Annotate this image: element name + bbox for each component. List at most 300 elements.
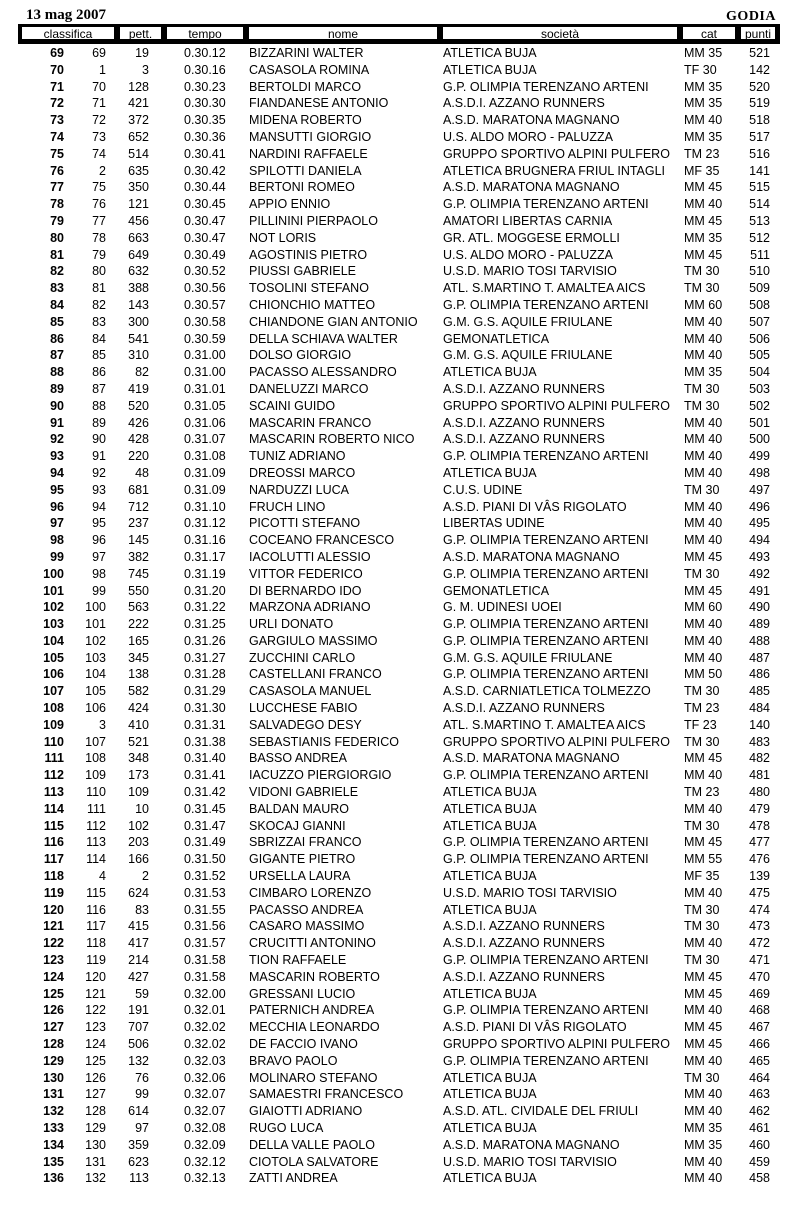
cell-classifica-overall: 83 xyxy=(50,281,64,296)
cell-nome: CASASOLA ROMINA xyxy=(249,62,370,77)
table-row xyxy=(0,952,795,969)
cell-categoria: MM 35 xyxy=(684,129,723,144)
table-row xyxy=(0,666,795,683)
table-row xyxy=(0,62,795,79)
cell-nome: MASCARIN FRANCO xyxy=(249,415,372,430)
table-row xyxy=(0,532,795,549)
cell-classifica-category: 1 xyxy=(99,62,106,77)
cell-societa: G.P. OLIMPIA TERENZANO ARTENI xyxy=(443,449,649,464)
cell-categoria: MF 35 xyxy=(684,163,720,178)
table-row xyxy=(0,935,795,952)
cell-punti: 462 xyxy=(749,1104,770,1119)
cell-tempo: 0.32.07 xyxy=(184,1087,226,1102)
cell-classifica-overall: 92 xyxy=(50,432,64,447)
cell-classifica-overall: 80 xyxy=(50,230,64,245)
table-row xyxy=(0,196,795,213)
table-row xyxy=(0,499,795,516)
cell-categoria: MM 55 xyxy=(684,852,723,867)
cell-societa: GEMONATLETICA xyxy=(443,331,550,346)
cell-punti: 477 xyxy=(749,835,770,850)
cell-categoria: MM 40 xyxy=(684,936,723,951)
cell-punti: 467 xyxy=(749,1020,770,1035)
cell-societa: G.P. OLIMPIA TERENZANO ARTENI xyxy=(443,617,649,632)
cell-categoria: MM 40 xyxy=(684,197,723,212)
cell-classifica-category: 109 xyxy=(85,768,106,783)
cell-tempo: 0.32.08 xyxy=(184,1121,226,1135)
cell-categoria: TM 30 xyxy=(684,734,720,749)
cell-classifica-category: 106 xyxy=(85,701,106,716)
cell-punti: 469 xyxy=(749,986,770,1001)
cell-classifica-overall: 113 xyxy=(43,785,64,800)
table-row xyxy=(0,750,795,767)
cell-categoria: TM 30 xyxy=(684,919,720,934)
cell-categoria: MM 40 xyxy=(684,314,723,329)
cell-categoria: MM 40 xyxy=(684,331,723,346)
cell-societa: A.S.D. MARATONA MAGNANO xyxy=(443,549,620,564)
cell-classifica-overall: 93 xyxy=(50,449,64,464)
cell-classifica-overall: 101 xyxy=(43,583,64,598)
cell-tempo: 0.32.09 xyxy=(184,1137,226,1152)
cell-societa: A.S.D. MARATONA MAGNANO xyxy=(443,180,620,195)
cell-categoria: MM 40 xyxy=(684,801,723,816)
cell-tempo: 0.30.47 xyxy=(184,213,226,228)
cell-tempo: 0.32.02 xyxy=(184,1020,226,1035)
cell-pettorale: 520 xyxy=(128,398,149,413)
table-header xyxy=(18,24,780,44)
cell-tempo: 0.31.53 xyxy=(184,885,226,900)
cell-tempo: 0.31.16 xyxy=(184,533,226,548)
cell-pettorale: 59 xyxy=(135,986,149,1001)
cell-pettorale: 19 xyxy=(135,46,149,60)
cell-nome: PIUSSI GABRIELE xyxy=(249,264,356,279)
cell-pettorale: 350 xyxy=(128,180,149,195)
cell-classifica-overall: 109 xyxy=(43,717,64,732)
table-row xyxy=(0,583,795,600)
cell-tempo: 0.30.47 xyxy=(184,230,226,245)
cell-pettorale: 48 xyxy=(135,465,149,480)
cell-pettorale: 191 xyxy=(128,1003,149,1018)
cell-tempo: 0.32.03 xyxy=(184,1053,226,1068)
cell-classifica-overall: 69 xyxy=(50,46,64,60)
cell-classifica-overall: 127 xyxy=(43,1020,64,1035)
cell-classifica-overall: 134 xyxy=(43,1137,64,1152)
cell-punti: 461 xyxy=(749,1121,770,1135)
cell-societa: ATLETICA BUJA xyxy=(443,869,537,884)
cell-punti: 516 xyxy=(749,146,770,161)
cell-tempo: 0.31.26 xyxy=(184,633,226,648)
cell-classifica-overall: 96 xyxy=(50,499,64,514)
cell-tempo: 0.31.55 xyxy=(184,902,226,917)
cell-pettorale: 166 xyxy=(128,852,149,867)
cell-tempo: 0.31.45 xyxy=(184,801,226,816)
table-row xyxy=(0,448,795,465)
cell-pettorale: 563 xyxy=(128,600,149,615)
cell-societa: A.S.D. MARATONA MAGNANO xyxy=(443,751,620,766)
cell-pettorale: 128 xyxy=(128,79,149,94)
cell-nome: AGOSTINIS PIETRO xyxy=(249,247,368,262)
cell-classifica-category: 125 xyxy=(85,1053,106,1068)
cell-punti: 470 xyxy=(749,969,770,984)
cell-societa: GEMONATLETICA xyxy=(443,583,550,598)
table-row xyxy=(0,1002,795,1019)
cell-societa: ATLETICA BUJA xyxy=(443,365,537,380)
cell-punti: 494 xyxy=(749,533,770,548)
cell-categoria: MM 45 xyxy=(684,969,723,984)
cell-pettorale: 109 xyxy=(128,785,149,800)
cell-classifica-category: 94 xyxy=(92,499,106,514)
cell-classifica-category: 69 xyxy=(92,46,106,60)
cell-tempo: 0.30.52 xyxy=(184,264,226,279)
cell-classifica-overall: 110 xyxy=(43,734,64,749)
table-row xyxy=(0,969,795,986)
cell-tempo: 0.31.12 xyxy=(184,516,226,531)
table-row xyxy=(0,599,795,616)
cell-societa: G.P. OLIMPIA TERENZANO ARTENI xyxy=(443,852,649,867)
cell-classifica-overall: 125 xyxy=(43,986,64,1001)
cell-nome: TION RAFFAELE xyxy=(249,953,347,968)
cell-punti: 483 xyxy=(749,734,770,749)
page-header xyxy=(18,4,778,24)
cell-societa: G.P. OLIMPIA TERENZANO ARTENI xyxy=(443,79,649,94)
cell-punti: 498 xyxy=(749,465,770,480)
cell-classifica-overall: 105 xyxy=(43,650,64,665)
cell-classifica-category: 122 xyxy=(85,1003,106,1018)
cell-nome: CASARO MASSIMO xyxy=(249,919,365,934)
cell-nome: TOSOLINI STEFANO xyxy=(249,281,369,296)
cell-tempo: 0.31.22 xyxy=(184,600,226,615)
table-row xyxy=(0,179,795,196)
cell-nome: GARGIULO MASSIMO xyxy=(249,633,378,648)
cell-nome: DELLA SCHIAVA WALTER xyxy=(249,331,398,346)
cell-nome: DREOSSI MARCO xyxy=(249,465,356,480)
table-row xyxy=(0,734,795,751)
cell-punti: 465 xyxy=(749,1053,770,1068)
cell-punti: 491 xyxy=(749,583,770,598)
cell-nome: URSELLA LAURA xyxy=(249,869,351,884)
cell-nome: MASCARIN ROBERTO NICO xyxy=(249,432,415,447)
cell-categoria: MM 45 xyxy=(684,751,723,766)
cell-societa: A.S.D. CARNIATLETICA TOLMEZZO xyxy=(443,684,651,699)
cell-punti: 499 xyxy=(749,449,770,464)
cell-punti: 497 xyxy=(749,482,770,497)
cell-nome: DI BERNARDO IDO xyxy=(249,583,362,598)
table-row xyxy=(0,1170,795,1187)
cell-punti: 478 xyxy=(749,818,770,833)
cell-tempo: 0.31.57 xyxy=(184,936,226,951)
table-row xyxy=(0,163,795,180)
cell-pettorale: 173 xyxy=(128,768,149,783)
cell-tempo: 0.32.07 xyxy=(184,1104,226,1119)
cell-categoria: MM 40 xyxy=(684,617,723,632)
cell-categoria: TM 30 xyxy=(684,902,720,917)
cell-classifica-category: 107 xyxy=(85,734,106,749)
cell-tempo: 0.31.29 xyxy=(184,684,226,699)
cell-categoria: MM 40 xyxy=(684,1003,723,1018)
cell-punti: 510 xyxy=(749,264,770,279)
cell-tempo: 0.32.01 xyxy=(184,1003,226,1018)
cell-classifica-category: 77 xyxy=(92,213,106,228)
cell-classifica-category: 75 xyxy=(92,180,106,195)
cell-classifica-overall: 128 xyxy=(43,1037,64,1052)
cell-categoria: MM 40 xyxy=(684,1154,723,1169)
cell-classifica-category: 95 xyxy=(92,516,106,531)
cell-societa: G.P. OLIMPIA TERENZANO ARTENI xyxy=(443,197,649,212)
cell-pettorale: 2 xyxy=(142,869,149,884)
cell-classifica-category: 118 xyxy=(86,936,106,951)
cell-pettorale: 649 xyxy=(128,247,149,262)
cell-classifica-category: 104 xyxy=(85,667,106,682)
table-row xyxy=(0,482,795,499)
cell-pettorale: 427 xyxy=(128,969,149,984)
cell-categoria: MM 45 xyxy=(684,583,723,598)
cell-nome: MOLINARO STEFANO xyxy=(249,1070,378,1085)
cell-societa: U.S.D. MARIO TOSI TARVISIO xyxy=(443,264,617,279)
cell-punti: 486 xyxy=(749,667,770,682)
cell-classifica-category: 127 xyxy=(85,1087,106,1102)
cell-nome: SAMAESTRI FRANCESCO xyxy=(249,1087,404,1102)
table-row xyxy=(0,331,795,348)
cell-pettorale: 348 xyxy=(128,751,149,766)
cell-tempo: 0.31.28 xyxy=(184,667,226,682)
cell-societa: GRUPPO SPORTIVO ALPINI PULFERO xyxy=(443,1037,670,1052)
cell-pettorale: 421 xyxy=(128,96,149,111)
cell-classifica-category: 91 xyxy=(92,449,106,464)
cell-nome: SCAINI GUIDO xyxy=(249,398,336,413)
cell-tempo: 0.32.02 xyxy=(184,1037,226,1052)
cell-categoria: MM 45 xyxy=(684,180,723,195)
cell-nome: MECCHIA LEONARDO xyxy=(249,1020,380,1035)
cell-categoria: MM 40 xyxy=(684,1053,723,1068)
cell-tempo: 0.30.42 xyxy=(184,163,226,178)
cell-classifica-category: 131 xyxy=(85,1154,106,1169)
cell-tempo: 0.30.59 xyxy=(184,331,226,346)
table-row xyxy=(0,1103,795,1120)
cell-categoria: TM 30 xyxy=(684,566,720,581)
cell-societa: G.P. OLIMPIA TERENZANO ARTENI xyxy=(443,1003,649,1018)
cell-categoria: MM 45 xyxy=(684,549,723,564)
cell-punti: 495 xyxy=(749,516,770,531)
cell-classifica-category: 117 xyxy=(86,919,106,934)
table-row xyxy=(0,381,795,398)
cell-nome: DE FACCIO IVANO xyxy=(249,1037,358,1052)
cell-classifica-category: 108 xyxy=(85,751,106,766)
cell-tempo: 0.31.19 xyxy=(184,566,226,581)
cell-tempo: 0.31.42 xyxy=(184,785,226,800)
cell-pettorale: 624 xyxy=(128,885,149,900)
cell-punti: 474 xyxy=(749,902,770,917)
cell-nome: FIANDANESE ANTONIO xyxy=(249,96,389,111)
cell-categoria: MM 40 xyxy=(684,768,723,783)
cell-pettorale: 237 xyxy=(128,516,149,531)
cell-classifica-overall: 106 xyxy=(43,667,64,682)
cell-tempo: 0.31.58 xyxy=(184,953,226,968)
cell-societa: A.S.D.I. AZZANO RUNNERS xyxy=(443,936,605,951)
cell-nome: MARZONA ADRIANO xyxy=(249,600,371,615)
cell-tempo: 0.31.49 xyxy=(184,835,226,850)
cell-pettorale: 121 xyxy=(128,197,149,212)
cell-tempo: 0.31.00 xyxy=(184,365,226,380)
cell-tempo: 0.31.20 xyxy=(184,583,226,598)
cell-punti: 458 xyxy=(749,1171,770,1186)
cell-classifica-category: 100 xyxy=(85,600,106,615)
cell-categoria: MM 40 xyxy=(684,633,723,648)
cell-classifica-category: 130 xyxy=(85,1137,106,1152)
cell-pettorale: 76 xyxy=(135,1070,149,1085)
cell-pettorale: 99 xyxy=(135,1087,149,1102)
cell-nome: PILLININI PIERPAOLO xyxy=(249,213,378,228)
cell-classifica-category: 93 xyxy=(92,482,106,497)
cell-classifica-overall: 123 xyxy=(43,953,64,968)
cell-classifica-overall: 115 xyxy=(43,818,64,833)
cell-classifica-category: 112 xyxy=(86,818,106,833)
cell-tempo: 0.31.38 xyxy=(184,734,226,749)
cell-pettorale: 415 xyxy=(128,919,149,934)
cell-tempo: 0.30.23 xyxy=(184,79,226,94)
cell-punti: 460 xyxy=(749,1137,770,1152)
cell-pettorale: 614 xyxy=(128,1104,149,1119)
table-row xyxy=(0,633,795,650)
cell-societa: ATLETICA BUJA xyxy=(443,986,537,1001)
cell-categoria: MM 40 xyxy=(684,415,723,430)
cell-pettorale: 220 xyxy=(128,449,149,464)
cell-nome: PACASSO ALESSANDRO xyxy=(249,365,397,380)
cell-nome: VIDONI GABRIELE xyxy=(249,785,359,800)
cell-classifica-overall: 89 xyxy=(50,381,64,396)
cell-classifica-category: 113 xyxy=(86,835,106,850)
cell-societa: G. M. UDINESI UOEI xyxy=(443,600,562,615)
table-row xyxy=(0,851,795,868)
cell-classifica-overall: 102 xyxy=(43,600,64,615)
cell-punti: 508 xyxy=(749,297,770,312)
cell-categoria: MM 40 xyxy=(684,113,723,128)
cell-categoria: MM 45 xyxy=(684,213,723,228)
cell-societa: ATLETICA BUJA xyxy=(443,902,537,917)
cell-punti: 519 xyxy=(749,96,770,111)
cell-nome: PATERNICH ANDREA xyxy=(249,1003,375,1018)
cell-tempo: 0.31.50 xyxy=(184,852,226,867)
cell-categoria: TM 30 xyxy=(684,281,720,296)
cell-pettorale: 382 xyxy=(128,549,149,564)
cell-societa: G.P. OLIMPIA TERENZANO ARTENI xyxy=(443,297,649,312)
cell-pettorale: 712 xyxy=(128,499,149,514)
cell-societa: A.S.D. PIANI DI VÂS RIGOLATO xyxy=(443,499,627,514)
cell-pettorale: 419 xyxy=(128,381,149,396)
cell-classifica-category: 82 xyxy=(92,297,106,312)
cell-punti: 493 xyxy=(749,549,770,564)
cell-pettorale: 359 xyxy=(128,1137,149,1152)
cell-categoria: MM 40 xyxy=(684,432,723,447)
cell-tempo: 0.31.27 xyxy=(184,650,226,665)
cell-nome: GIAIOTTI ADRIANO xyxy=(249,1104,363,1119)
cell-pettorale: 222 xyxy=(128,617,149,632)
cell-tempo: 0.32.00 xyxy=(184,986,226,1001)
cell-classifica-category: 123 xyxy=(85,1020,106,1035)
cell-classifica-overall: 86 xyxy=(50,331,64,346)
table-row xyxy=(0,1019,795,1036)
cell-punti: 459 xyxy=(749,1154,770,1169)
cell-categoria: TM 23 xyxy=(684,701,720,716)
cell-classifica-category: 2 xyxy=(99,163,106,178)
cell-classifica-overall: 75 xyxy=(50,146,64,161)
table-row xyxy=(0,767,795,784)
cell-classifica-category: 92 xyxy=(92,465,106,480)
cell-tempo: 0.30.16 xyxy=(184,62,226,77)
cell-categoria: MM 40 xyxy=(684,499,723,514)
cell-pettorale: 102 xyxy=(128,818,149,833)
cell-classifica-overall: 121 xyxy=(43,919,64,934)
cell-nome: CRUCITTI ANTONINO xyxy=(249,936,376,951)
table-row xyxy=(0,683,795,700)
cell-tempo: 0.30.56 xyxy=(184,281,226,296)
cell-societa: ATLETICA BUJA xyxy=(443,1121,537,1135)
cell-punti: 520 xyxy=(749,79,770,94)
table-row xyxy=(0,129,795,146)
cell-punti: 479 xyxy=(749,801,770,816)
cell-nome: NARDINI RAFFAELE xyxy=(249,146,368,161)
cell-nome: VITTOR FEDERICO xyxy=(249,566,363,581)
cell-societa: U.S.D. MARIO TOSI TARVISIO xyxy=(443,885,617,900)
cell-punti: 521 xyxy=(749,46,770,60)
cell-classifica-category: 78 xyxy=(92,230,106,245)
cell-tempo: 0.30.36 xyxy=(184,129,226,144)
cell-punti: 514 xyxy=(749,197,770,212)
cell-punti: 501 xyxy=(749,415,770,430)
cell-pettorale: 97 xyxy=(135,1121,149,1135)
cell-classifica-category: 85 xyxy=(92,348,106,363)
cell-pettorale: 410 xyxy=(128,717,149,732)
cell-societa: G.P. OLIMPIA TERENZANO ARTENI xyxy=(443,1053,649,1068)
cell-societa: U.S. ALDO MORO - PALUZZA xyxy=(443,247,613,262)
cell-nome: SPILOTTI DANIELA xyxy=(249,163,362,178)
cell-classifica-overall: 130 xyxy=(43,1070,64,1085)
cell-punti: 506 xyxy=(749,331,770,346)
cell-categoria: MM 40 xyxy=(684,650,723,665)
cell-punti: 515 xyxy=(749,180,770,195)
cell-classifica-category: 97 xyxy=(92,549,106,564)
cell-societa: G.P. OLIMPIA TERENZANO ARTENI xyxy=(443,768,649,783)
cell-societa: C.U.S. UDINE xyxy=(443,482,523,497)
cell-tempo: 0.31.09 xyxy=(184,482,226,497)
cell-punti: 509 xyxy=(749,281,770,296)
cell-classifica-overall: 120 xyxy=(43,902,64,917)
cell-classifica-overall: 87 xyxy=(50,348,64,363)
cell-societa: A.S.D.I. AZZANO RUNNERS xyxy=(443,96,605,111)
cell-classifica-category: 83 xyxy=(92,314,106,329)
cell-societa: GR. ATL. MOGGESE ERMOLLI xyxy=(443,230,620,245)
table-row xyxy=(0,314,795,331)
table-row xyxy=(0,297,795,314)
cell-pettorale: 521 xyxy=(128,734,149,749)
cell-societa: A.S.D. MARATONA MAGNANO xyxy=(443,1137,620,1152)
column-header-categoria: cat xyxy=(682,26,736,40)
cell-categoria: MM 35 xyxy=(684,365,723,380)
cell-pettorale: 623 xyxy=(128,1154,149,1169)
cell-punti: 513 xyxy=(749,213,770,228)
cell-punti: 473 xyxy=(749,919,770,934)
cell-classifica-category: 3 xyxy=(99,717,106,732)
cell-societa: ATLETICA BUJA xyxy=(443,46,537,60)
cell-classifica-overall: 133 xyxy=(43,1121,64,1135)
cell-societa: G.P. OLIMPIA TERENZANO ARTENI xyxy=(443,835,649,850)
cell-categoria: MF 35 xyxy=(684,869,720,884)
cell-classifica-category: 86 xyxy=(92,365,106,380)
cell-classifica-category: 98 xyxy=(92,566,106,581)
cell-societa: ATLETICA BUJA xyxy=(443,465,537,480)
column-header-classifica: classifica xyxy=(21,26,115,40)
cell-categoria: MM 50 xyxy=(684,667,723,682)
cell-classifica-category: 72 xyxy=(92,113,106,128)
cell-classifica-overall: 117 xyxy=(43,852,64,867)
